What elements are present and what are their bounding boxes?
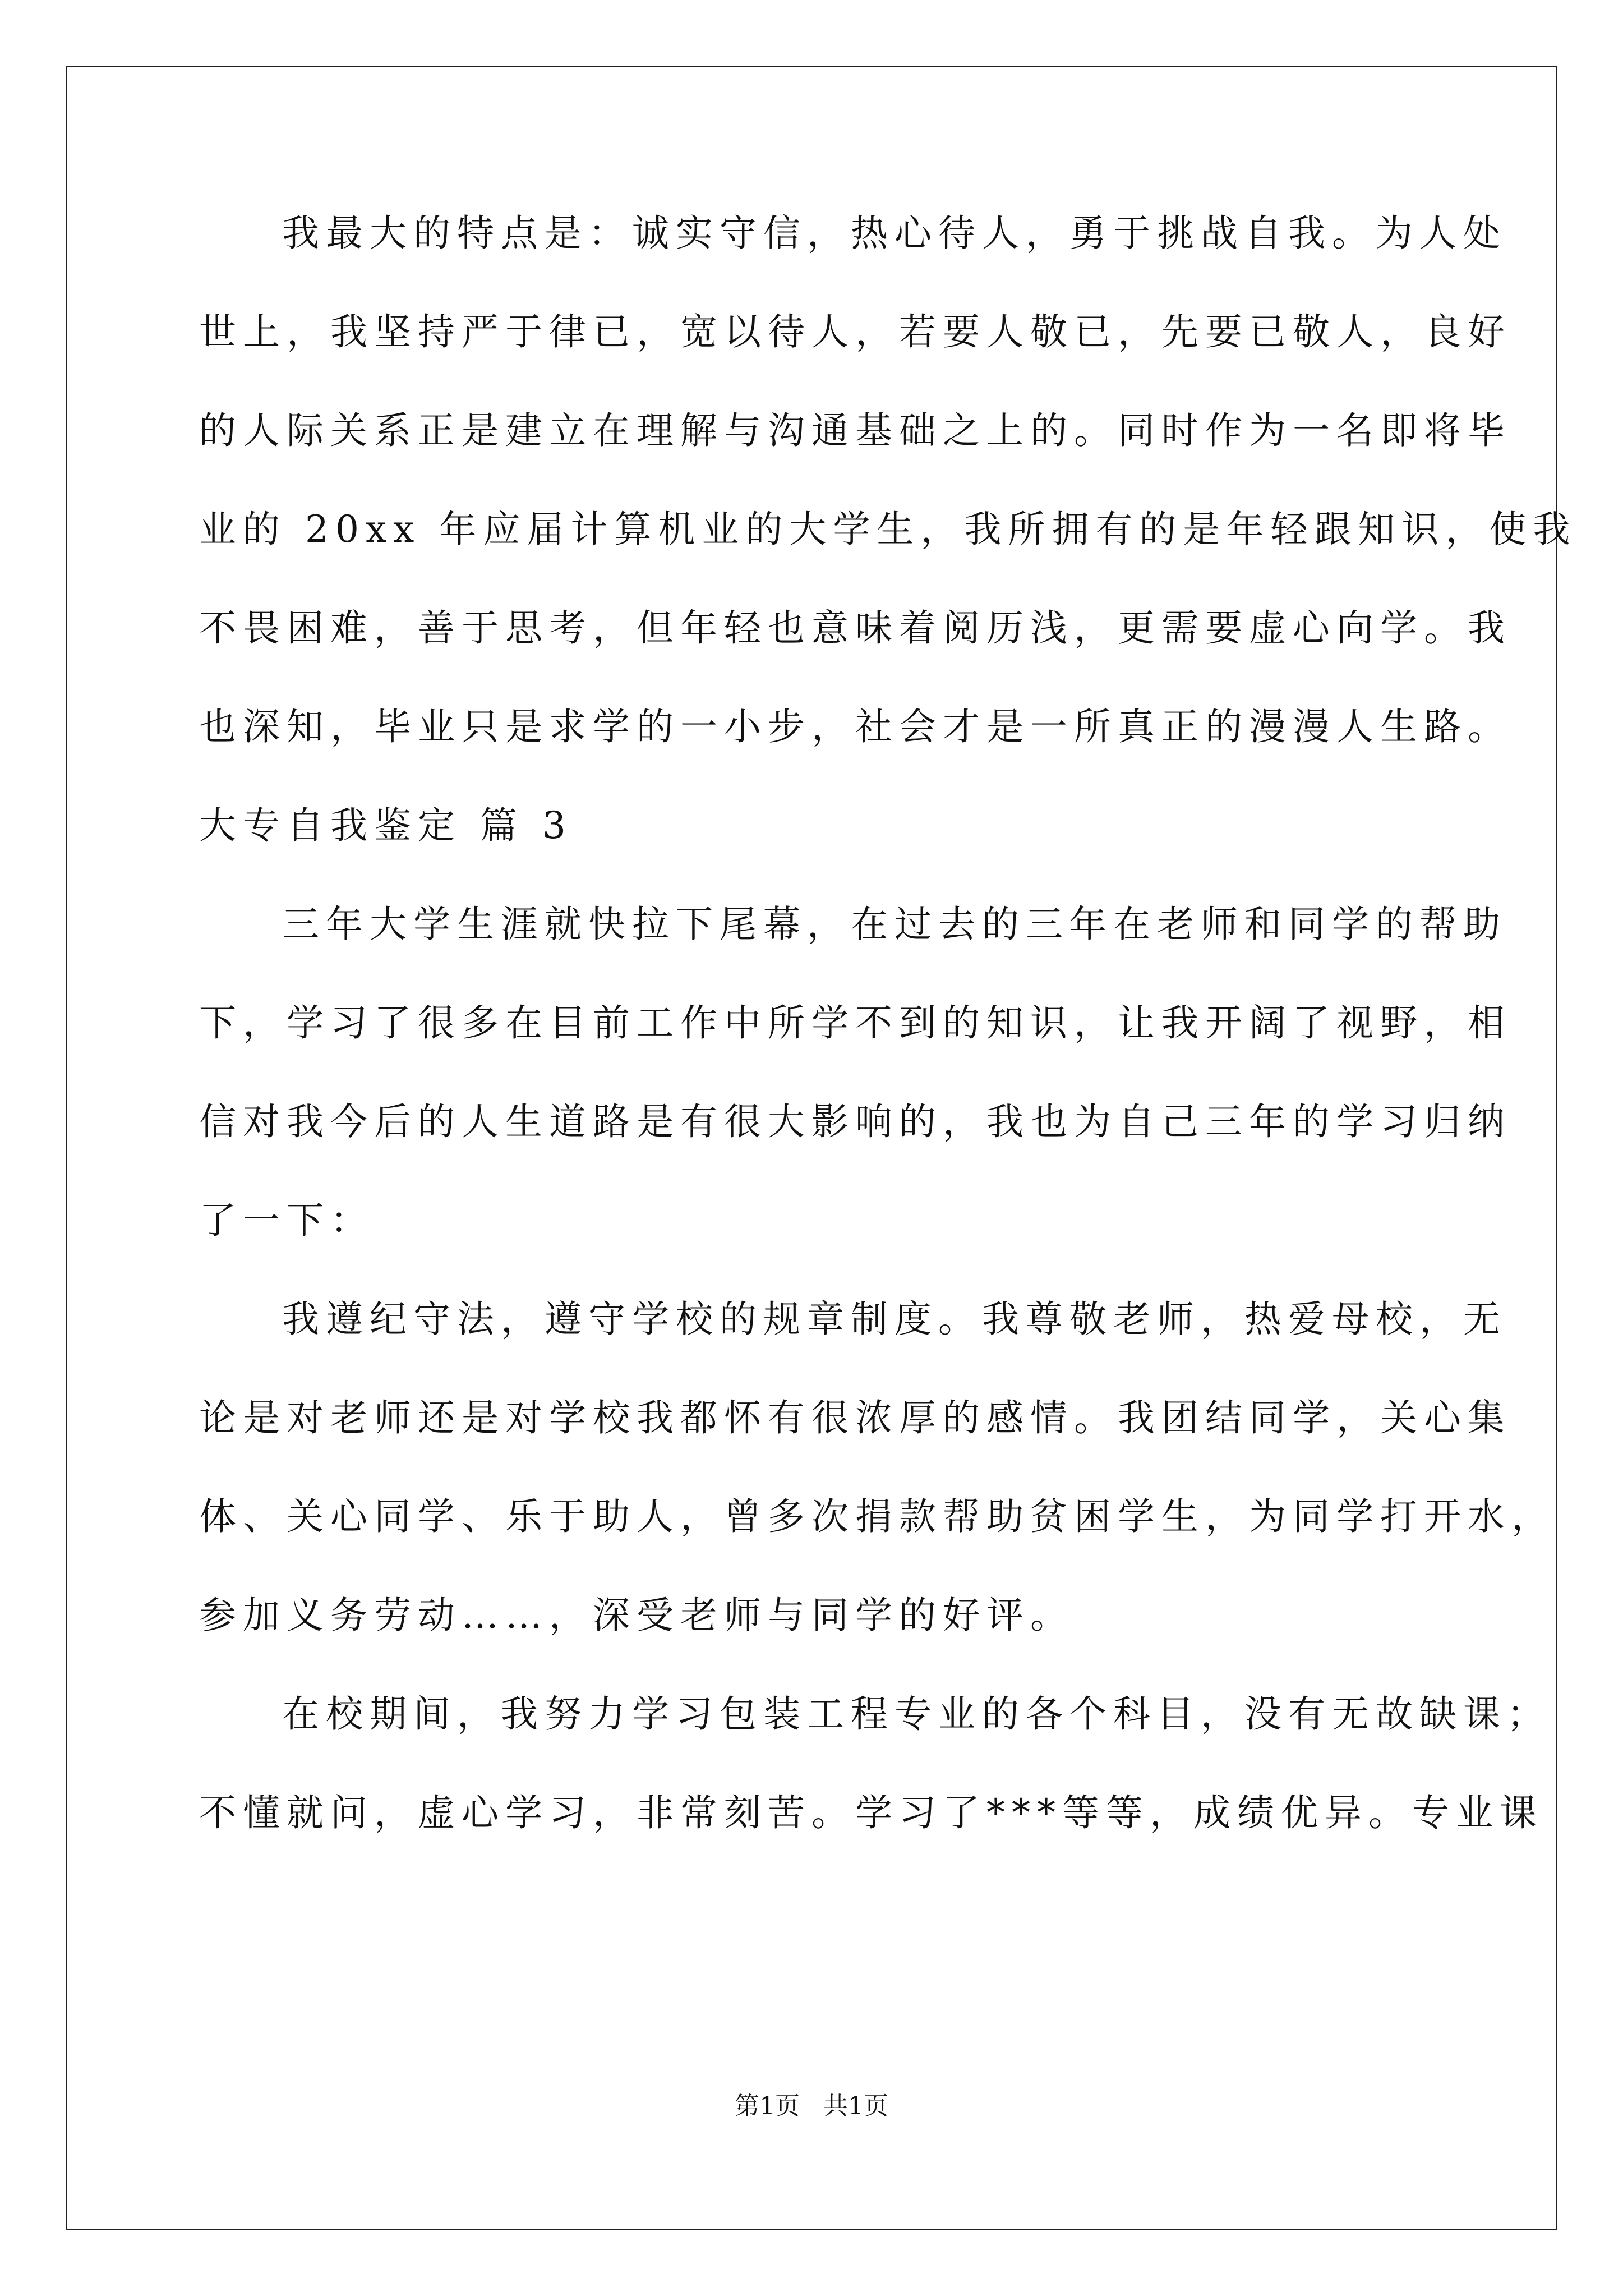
page-number: 第1页	[735, 2092, 800, 2120]
page-total: 共1页	[823, 2092, 888, 2120]
paragraph-line: 我最大的特点是：诚实守信，热心待人，勇于挑战自我。为人处	[282, 211, 1507, 255]
paragraph-line: 三年大学生涯就快拉下尾幕，在过去的三年在老师和同学的帮助	[282, 903, 1507, 946]
paragraph-line: 业的 20xx 年应届计算机业的大学生，我所拥有的是年轻跟知识，使我	[199, 508, 1577, 551]
paragraph-line: 论是对老师还是对学校我都怀有很浓厚的感情。我团结同学，关心集	[199, 1396, 1511, 1439]
paragraph-line: 体、关心同学、乐于助人，曾多次捐款帮助贫困学生，为同学打开水，	[199, 1495, 1555, 1538]
paragraph-line: 下，学习了很多在目前工作中所学不到的知识，让我开阔了视野，相	[199, 1001, 1511, 1045]
paragraph-line: 参加义务劳动……，深受老师与同学的好评。	[199, 1594, 1074, 1637]
paragraph-line: 我遵纪守法，遵守学校的规章制度。我尊敬老师，热爱母校，无	[282, 1297, 1507, 1341]
paragraph-line: 也深知，毕业只是求学的一小步，社会才是一所真正的漫漫人生路。	[199, 705, 1511, 748]
page-border	[66, 66, 1557, 2230]
paragraph-line: 的人际关系正是建立在理解与沟通基础之上的。同时作为一名即将毕	[199, 409, 1511, 452]
page-footer	[0, 2086, 1623, 2122]
paragraph-line: 在校期间，我努力学习包装工程专业的各个科目，没有无故缺课；	[282, 1692, 1551, 1736]
paragraph-line: 不懂就问，虚心学习，非常刻苦。学习了***等等，成绩优异。专业课	[199, 1791, 1543, 1834]
section-heading: 大专自我鉴定 篇 3	[199, 804, 573, 847]
paragraph-line: 不畏困难，善于思考，但年轻也意味着阅历浅，更需要虚心向学。我	[199, 606, 1511, 650]
paragraph-line: 世上，我坚持严于律已，宽以待人，若要人敬已，先要已敬人，良好	[199, 310, 1511, 353]
paragraph-line: 信对我今后的人生道路是有很大影响的，我也为自己三年的学习归纳	[199, 1100, 1511, 1143]
paragraph-line: 了一下：	[199, 1199, 374, 1242]
